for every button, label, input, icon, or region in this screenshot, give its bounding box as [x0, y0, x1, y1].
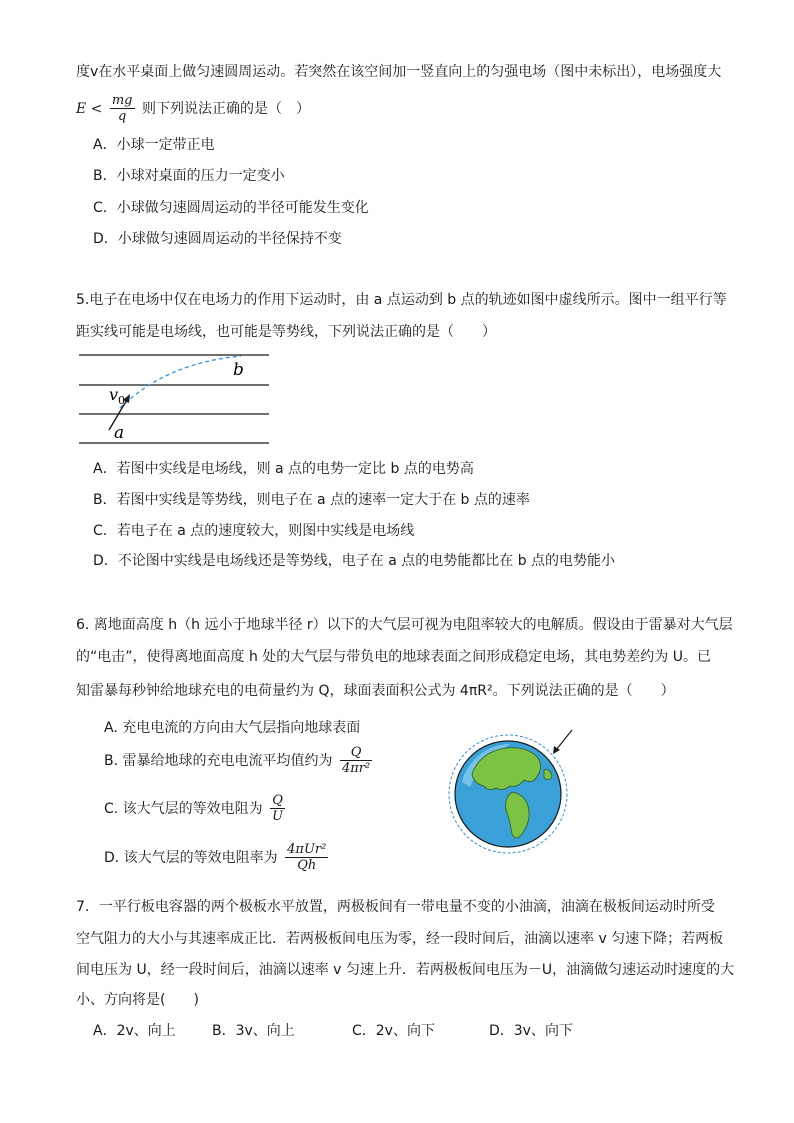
q4-e-num: mg — [111, 93, 133, 108]
q7-option-d: D．3v、向下 — [489, 1023, 573, 1039]
q6-option-b-num: Q — [340, 745, 372, 761]
q7-option-c: C．2v、向下 — [352, 1023, 435, 1039]
q6-option-d-text: D. 该大气层的等效电阻率为 — [104, 850, 278, 866]
q5-option-d: D．不论图中实线是电场线还是等势线，电子在 a 点的电势能都比在 b 点的电势能小 — [93, 553, 616, 569]
q5-label-v-sub: 0 — [118, 394, 126, 407]
q4-option-b: B．小球对桌面的压力一定变小 — [93, 168, 285, 184]
q4-stem-rest: 则下列说法正确的是（ ） — [141, 101, 310, 117]
q6-earth-figure — [440, 722, 590, 862]
q7-stem-line1: 7．一平行板电容器的两个极板水平放置，两极板间有一带电量不变的小油滴，油滴在极板间运动时所受 — [76, 899, 715, 915]
q6-option-c-den: U — [272, 809, 284, 824]
q6-stem-line3: 知雷暴每秒钟给地球充电的电荷量约为 Q，球面表面积公式为 4πR²。下列说法正确的是（ ） — [76, 683, 675, 699]
q5-label-v: v — [109, 385, 119, 404]
q7-stem-line4: 小、方向将是( ) — [76, 992, 199, 1008]
q5-option-b: B．若图中实线是等势线，则电子在 a 点的速率一定大于在 b 点的速率 — [93, 492, 530, 508]
q5-option-a: A．若图中实线是电场线，则 a 点的电势一定比 b 点的电势高 — [93, 461, 474, 477]
q4-stem-line1: 度v在水平桌面上做匀速圆周运动。若突然在该空间加一竖直向上的匀强电场（图中未标出），电场强度大 — [76, 64, 722, 80]
q6-option-c-fraction — [270, 793, 285, 825]
q7-stem-line3: 间电压为 U，经一段时间后，油滴以速率 v 匀速上升．若两极板间电压为－U，油滴做匀速运动时速度的大 — [76, 962, 735, 978]
q6-option-a: A. 充电电流的方向由大气层指向地球表面 — [104, 720, 361, 736]
q7-stem-line2: 空气阻力的大小与其速率成正比．若两极板间电压为零，经一段时间后，油滴以速率 v 匀速下降；若两板 — [76, 931, 724, 947]
q6-pointer-arrow — [556, 730, 572, 750]
q5-label-v0 — [109, 385, 125, 407]
q6-option-d — [104, 842, 331, 874]
q6-option-d-num: 4πUr² — [287, 842, 327, 857]
q4-e-lhs: E < — [76, 101, 103, 117]
q6-option-b-den: 4πr² — [341, 761, 371, 776]
q6-stem-line1: 6. 离地面高度 h（h 远小于地球半径 r）以下的大气层可视为电阻率较大的电解质。假设由于雷暴对大气层 — [76, 617, 733, 633]
q6-option-d-fraction — [285, 842, 328, 874]
q4-stem-line2 — [76, 93, 310, 125]
q5-trajectory-dashed — [120, 356, 241, 408]
q5-stem-line2: 距实线可能是电场线，也可能是等势线，下列说法正确的是（ ） — [76, 324, 496, 340]
q4-option-d: D．小球做匀速圆周运动的半径保持不变 — [93, 231, 342, 247]
q6-stem-line2: 的“电击”，使得离地面高度 h 处的大气层与带负电的地球表面之间形成稳定电场，其电势差约为 U。已 — [76, 649, 711, 665]
q4-option-a: A．小球一定带正电 — [93, 137, 215, 153]
q5-label-a: a — [114, 423, 125, 443]
q6-option-c-num: Q — [270, 793, 285, 809]
q5-stem-line1: 5.电子在电场中仅在电场力的作用下运动时，由 a 点运动到 b 点的轨迹如图中虚线所示。图中一组平行等 — [76, 292, 727, 308]
q6-option-c-text: C. 该大气层的等效电阻为 — [104, 801, 263, 817]
q7-option-b: B．3v、向上 — [212, 1023, 295, 1039]
q7-option-a: A．2v、向上 — [93, 1023, 176, 1039]
q6-option-d-den: Qh — [297, 858, 317, 873]
q4-option-c: C．小球做匀速圆周运动的半径可能发生变化 — [93, 200, 369, 216]
q4-e-fraction — [110, 93, 135, 125]
q5-option-c: C．若电子在 a 点的速度较大，则图中实线是电场线 — [93, 523, 415, 539]
q6-option-b-fraction — [340, 745, 372, 777]
q5-figure — [76, 348, 276, 448]
q6-option-b — [104, 745, 375, 777]
q4-e-den: q — [118, 109, 127, 124]
q5-label-b: b — [233, 360, 244, 380]
q6-option-b-text: B. 雷暴给地球的充电电流平均值约为 — [104, 753, 333, 769]
q6-option-c — [104, 793, 288, 825]
